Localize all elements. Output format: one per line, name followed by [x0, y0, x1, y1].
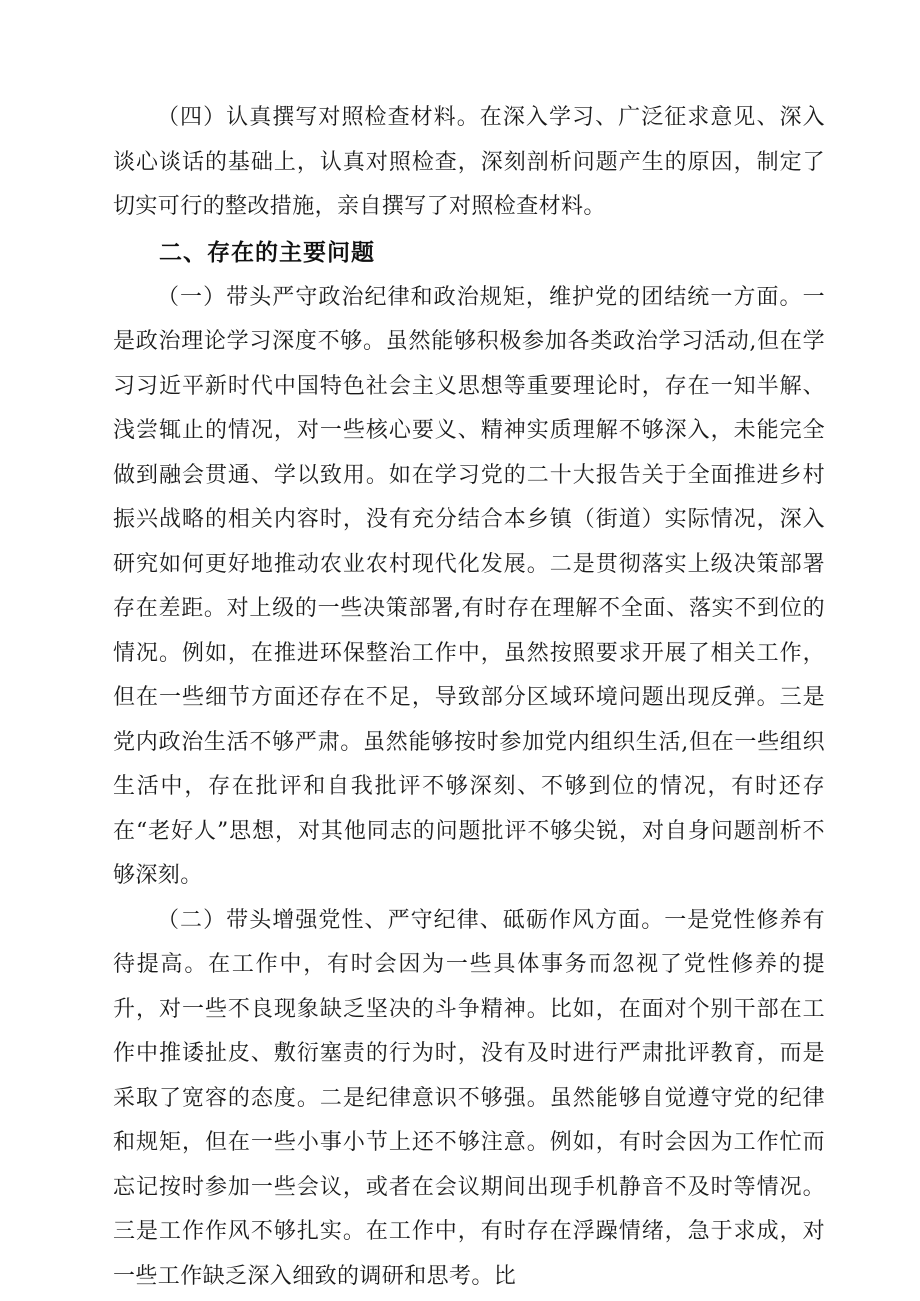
section-heading: 二、存在的主要问题: [159, 239, 375, 266]
paragraph-party-spirit: （二）带头增强党性、严守纪律、砥砺作风方面。一是党性修养有待提高。在工作中，有时会因为一些具体事务而忽视了党性修养的提升，对一些不良现象缺乏坚决的斗争精神。比如，在面对个别干部在工作中推诿扯皮、敷衍塞责的行为时，没有及时进行严肃批评教育，而是采取了宽容的态度。二是纪律意识不够强。虽然能够自觉遵守党的纪律和规矩，但在一些小事小节上还不够注意。例如，有时会因为工作忙而忘记按时参加一些会议，或者在会议期间出现手机静音不及时等情况。三是工作作风不够扎实。在工作中，有时存在浮躁情绪，急于求成，对一些工作缺乏深入细致的调研和思考。比: [113, 907, 825, 1289]
paragraph-political-discipline: （一）带头严守政治纪律和政治规矩，维护党的团结统一方面。一是政治理论学习深度不够。虽然能够积极参加各类政治学习活动,但在学习习近平新时代中国特色社会主义思想等重要理论时，存在一知半解、浅尝辄止的情况，对一些核心要义、精神实质理解不够深入，未能完全做到融会贯通、学以致用。如在学习党的二十大报告关于全面推进乡村振兴战略的相关内容时，没有充分结合本乡镇（街道）实际情况，深入研究如何更好地推动农业农村现代化发展。二是贯彻落实上级决策部署存在差距。对上级的一些决策部署,有时存在理解不全面、落实不到位的情况。例如，在推进环保整治工作中，虽然按照要求开展了相关工作，但在一些细节方面还存在不足，导致部分区域环境问题出现反弹。三是党内政治生活不够严肃。虽然能够按时参加党内组织生活,但在一些组织生活中，存在批评和自我批评不够深刻、不够到位的情况，有时还存在“老好人”思想，对其他同志的问题批评不够尖锐，对自身问题剖析不够深刻。: [113, 284, 825, 888]
document-body: [113, 96, 825, 1299]
paragraph-review-materials: （四）认真撰写对照检查材料。在深入学习、广泛征求意见、深入谈心谈话的基础上，认真对照检查，深刻剖析问题产生的原因，制定了切实可行的整改措施，亲自撰写了对照检查材料。: [113, 105, 825, 219]
